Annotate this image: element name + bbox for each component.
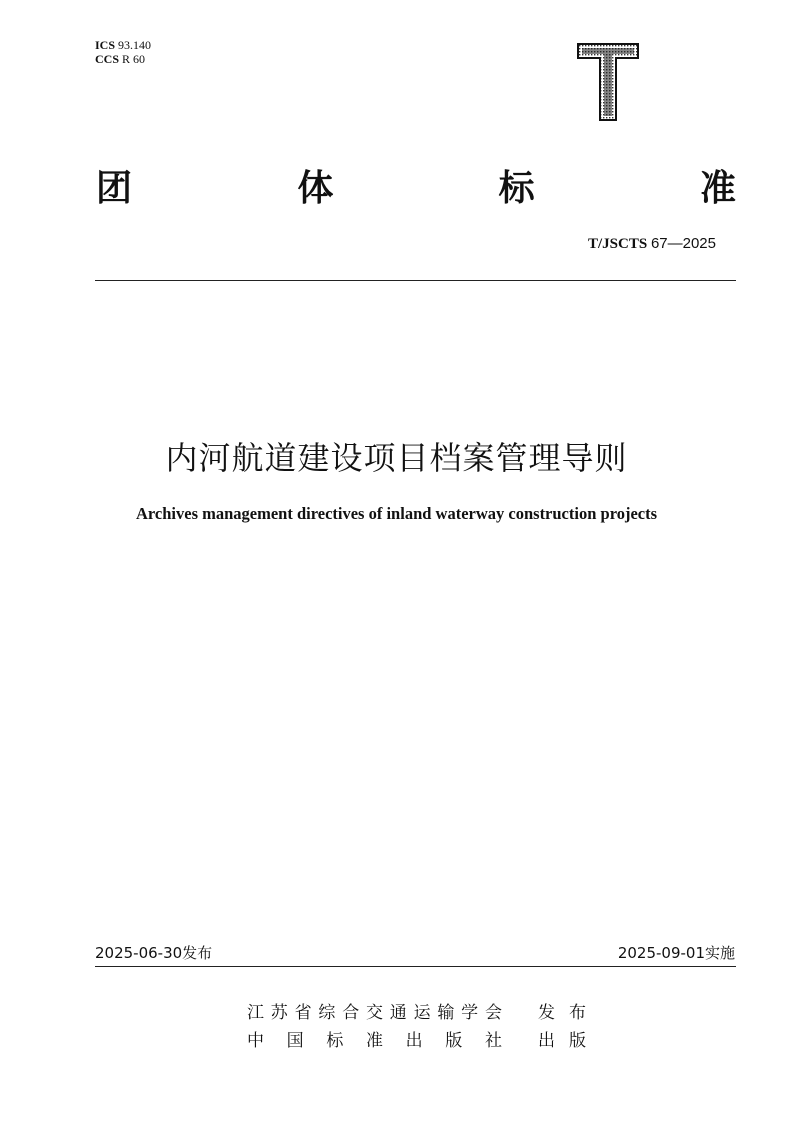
press-char: 准 [365,1031,383,1051]
title-english: Archives management directives of inland waterway construction projects [135,504,658,523]
issuer-char: 运 [413,1003,431,1023]
standard-type-char: 准 [699,167,736,209]
issuer-char: 交 [365,1003,383,1023]
press-action [538,1026,586,1051]
issuer-char: 省 [294,1003,312,1023]
press-char: 标 [326,1031,344,1051]
issuer-char: 通 [389,1003,407,1023]
issuer-char: 江 [247,1003,264,1023]
classification-block [95,38,151,66]
ccs-value: R 60 [122,52,146,66]
press-char: 版 [445,1031,463,1051]
standard-t-logo-icon [576,42,640,122]
press-char: 中 [247,1031,264,1051]
issuer-char: 输 [437,1003,455,1023]
issuer-action-char: 发 [538,1003,555,1023]
issuer-name [247,998,502,1023]
issuer-char: 合 [342,1003,360,1023]
press-action-char: 出 [538,1031,555,1051]
footer-divider [95,966,736,967]
title-chinese: 内河航道建设项目档案管理导则 [165,439,628,477]
issuer-row [247,998,586,1023]
issuer-action-char: 布 [569,1003,586,1023]
press-row [247,1026,586,1051]
standard-type-char: 体 [297,167,334,209]
issue-date: 2025-06-30发布 [95,944,213,962]
ics-line [95,38,151,52]
issuer-char: 会 [484,1003,502,1023]
implement-date: 2025-09-01实施 [617,944,735,962]
press-action-char: 版 [569,1031,586,1051]
standard-type-char: 团 [96,167,133,209]
standard-type-char: 标 [498,167,535,209]
issuer-char: 苏 [270,1003,288,1023]
issuer-char: 综 [318,1003,336,1023]
ccs-line [95,52,151,66]
press-char: 社 [484,1031,502,1051]
press-char: 国 [286,1031,304,1051]
press-char: 出 [405,1031,423,1051]
ics-value: 93.140 [118,38,152,52]
standard-code-prefix: T/JSCTS [587,236,648,252]
header-divider [95,280,736,281]
press-name [247,1026,502,1051]
standard-type-heading [96,160,736,210]
ics-label: ICS [95,38,116,52]
standard-code-number: 67—2025 [650,235,716,252]
issuer-action [538,998,586,1023]
ccs-label: CCS [95,52,120,66]
standard-code [588,235,716,253]
issuer-char: 学 [461,1003,479,1023]
